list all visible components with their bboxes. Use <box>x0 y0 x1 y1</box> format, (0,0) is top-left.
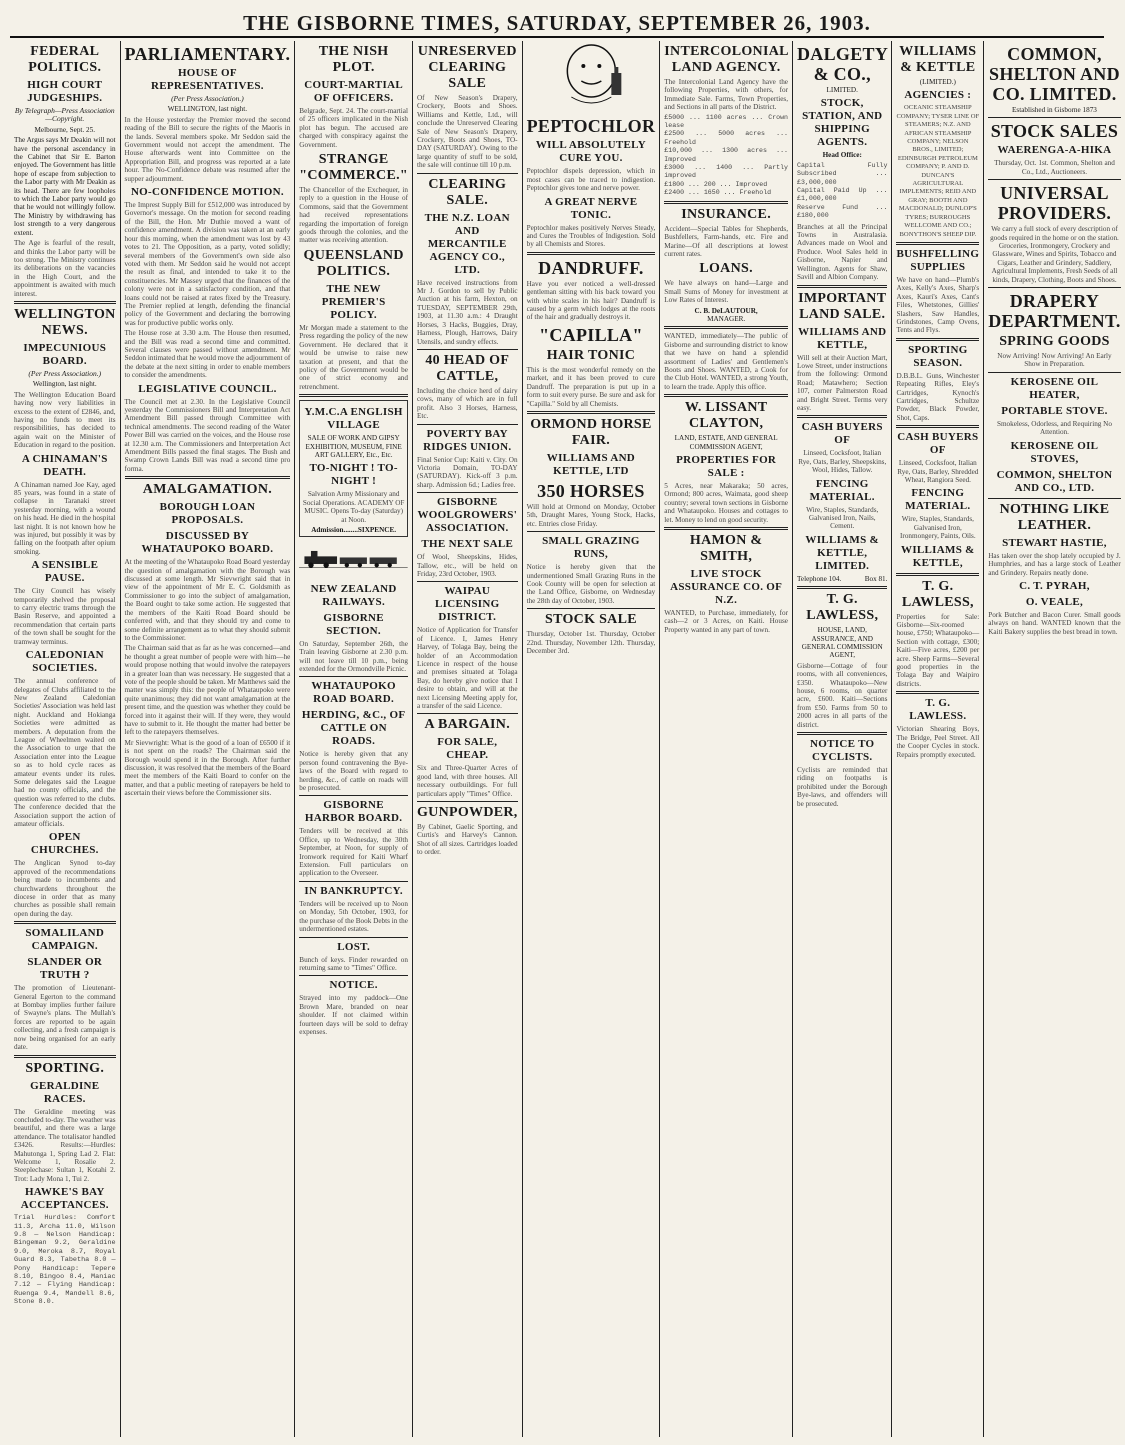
federal-dateline: Melbourne, Sept. 25. <box>34 125 96 134</box>
fencing8-heading: FENCING MATERIAL. <box>905 487 971 513</box>
stock-station-heading: STOCK, STATION, AND SHIPPING AGENTS. <box>802 97 883 149</box>
column-2 <box>121 41 296 1437</box>
ormond-filler: Will hold at Ormond on Monday, October 5th, Draught Mares, Young Stock, Hacks, etc. Entries close Friday. <box>526 502 656 528</box>
gunpowder-heading: GUNPOWDER, <box>416 805 518 821</box>
federal-sub: HIGH COURT JUDGESHIPS. <box>27 79 103 104</box>
divider <box>417 801 518 802</box>
officer-filler: The Anglican Synod to-day approved of the recommendations being made to incumbents and churchwardens throughout the diocese in order that as many churches as possible shall remain open during the day. <box>14 859 116 918</box>
box: Box 81. <box>864 574 888 583</box>
capilla-sub: HAIR TONIC <box>546 347 636 363</box>
divider <box>988 179 1121 180</box>
capilla-heading: "CAPILLA" <box>539 324 643 345</box>
column-5 <box>523 41 661 1437</box>
col6-wanted: WANTED, immediately—The public of Gisborne and surrounding district to know that we have on hand a splendid assortment of Ladies' and Gentlemen's Boots and Shoes. WANTED, a Cook for the Club Hotel. WANTED, a strong Youth, to learn the trade. Apply this office. <box>664 332 788 391</box>
spring-goods-filler: Now Arriving! Now Arriving! An Early Show in Preparation. <box>997 352 1112 369</box>
parliament-heading: PARLIAMENTARY. <box>124 44 291 64</box>
whataupoko-filler: Notice is hereby given that any person found contravening the Bye-laws of the Board with regard to herding, &c., of cattle on roads will be prosecuted. <box>299 750 408 793</box>
divider <box>527 531 656 532</box>
great-nerve-filler: Peptochlor makes positively Nerves Steady, and Cures the Troubles of Indigestion. Sold by all Chemists and Stores. <box>526 223 656 249</box>
insurance-filler: Accident—Special Tables for Shepherds, Bushfellers, Farm-hands, etc. Fire and Marine—Of all descriptions at lowest current rates. <box>664 224 788 258</box>
officer-sub: OPEN CHURCHES. <box>30 831 99 857</box>
fencing-heading: FENCING MATERIAL. <box>809 477 875 503</box>
next-sale-heading: THE NEXT SALE <box>421 538 514 551</box>
caledonian-sub: CALEDONIAN SOCIETIES. <box>25 649 104 675</box>
whataupoko-heading: WHATAUPOKO ROAD BOARD. <box>311 680 396 706</box>
lissant-heading: W. LISSANT CLAYTON, <box>684 400 768 432</box>
waipau-filler: Notice of Application for Transfer of Licence. I, James Henry Harvey, of Tolaga Bay, being the holder of an Accommodation Licence in respect of the house and premises situated at Tolaga Bay, do hereby give notice that I desire to obtain, and will at the next Licensing Meeting apply for, a transfer of the said Licence. <box>416 626 518 711</box>
divider <box>417 349 518 350</box>
pyrah-heading: C. T. PYRAH, <box>1019 579 1090 592</box>
hamon-heading: HAMON & SMITH, <box>689 533 763 565</box>
wk8-heading: WILLIAMS & KETTLE <box>899 44 977 75</box>
divider <box>988 287 1121 288</box>
divider <box>417 173 518 174</box>
stock-sales-filler: Thursday, Oct. 1st. Common, Shelton and Co., Ltd., Auctioneers. <box>994 159 1115 176</box>
divider <box>299 394 408 397</box>
phone-box-row <box>797 575 887 583</box>
nish-heading: THE NISH PLOT. <box>318 44 389 75</box>
wellington-filler: The Wellington Education Board having now very liabilities in excess to the extent of £2846, and, having no funds to meet its responsibilities, has decided to again wait on the Minister of Education in regard to the position. <box>14 390 116 450</box>
veale-heading: O. VEALE, <box>1025 595 1084 608</box>
queensland-sub: THE NEW PREMIER'S POLICY. <box>321 282 386 321</box>
man-with-bottle-illustration <box>527 41 656 111</box>
waipau-heading: WAIPAU LICENSING DISTRICT. <box>435 585 500 624</box>
intercolonial-list: £5000 ... 1100 acres ... Crown lease £2500 ... 5000 acres ... Freehold £10,000 ... 1300 acres ... Improved £3000 ... 1400 ... Partly improved £1800 ... 200 ... Improved £2400 ... 1650 ... Freehold <box>664 113 788 197</box>
harbour-filler: Tenders will be received at this Office, up to Wednesday, the 30th September, at Noon, for supply of Ironwork required for Kaiti Wharf Extension. Full particulars on application to the Overseer. <box>299 827 408 878</box>
dalgety-sub: LIMITED. <box>826 86 858 94</box>
masthead <box>10 6 1104 38</box>
column-3 <box>295 41 413 1437</box>
tg-lawless-box: T. G. LAWLESS. <box>909 697 967 723</box>
telephone: Telephone 104. <box>797 574 842 583</box>
lost-heading: LOST. <box>337 940 371 953</box>
sporting-season-filler: D.B.B.L. Guns, Winchester Repeating Rifles, Eley's Cartridges, Kynoch's Cartridges, Schultze Powder, Black Powder, Shot, Caps. <box>896 371 980 422</box>
sporting-heading: SPORTING. <box>25 1060 105 1076</box>
ymca-heading: Y.M.C.A ENGLISH VILLAGE <box>304 406 403 432</box>
bushfelling-filler: We have on hand—Plumb's Axes, Kelly's Axes, Sharp's Axes, Kauri's Axes, Cant's Files, Whetstones, Gillies' Slashers, Saw Handles, Grindstones, Camp Ovens, Tents and Flys. <box>896 275 980 335</box>
loans-filler: We have always on hand—Large and Small Sums of Money for investment at Low Rates of Interest. <box>664 279 788 305</box>
lawless-filler: Gisborne—Cottage of four rooms, with all conveniences, £350. Whataupoko—New house, 6 rooms, on quarter acre, £600. Kaiti—Sections from £50. Farms from 50 to 2000 acres in all parts of the district. <box>797 661 888 729</box>
manager: MANAGER. <box>707 314 746 323</box>
dandruff-heading: DANDRUFF. <box>538 257 644 278</box>
queensland-heading: QUEENSLAND POLITICS. <box>303 247 404 279</box>
loans-heading: LOANS. <box>699 261 753 277</box>
fencing-filler: Wire, Staples, Standards, Galvanised Iron, Nails, Cement. <box>806 505 879 531</box>
common-ltd-heading: COMMON, SHELTON AND CO., LTD. <box>996 468 1113 494</box>
train-illustration <box>299 539 408 577</box>
wk8-limited: (LIMITED.) <box>919 78 956 86</box>
stewart-filler: Has taken over the shop lately occupied by J. Humphries, and has a large stock of Leather and Grindery. Repairs neatly done. <box>988 551 1121 577</box>
bargain-filler: Six and Three-Quarter Acres of good land, with three houses. All necessary outbuildings. For full particulars apply "Times" Office. <box>416 764 518 798</box>
columns <box>10 41 1121 1437</box>
ymca-ad <box>299 400 408 537</box>
lawless8-filler: Properties for Sale: Gisborne—Six-roomed house, £750; Whataupoko—Section with cottage, £300; Kaiti—Five acres, £200 per acre. Sheep Farms—Several good properties in the Tolaga Bay and Waipiro districts. <box>896 612 980 688</box>
warrenga-heading: WAERENGA-A-HIKA <box>997 144 1112 157</box>
parliament-sub: HOUSE OF REPRESENTATIVES. <box>150 67 264 92</box>
small-grazing-heading: SMALL GRAZING RUNS, <box>542 535 640 561</box>
cattle-filler: Including the choice herd of dairy cows, many of which are in full profit. Also 3 Horses, Harness, Etc. <box>416 386 518 421</box>
properties-filler: 5 Acres, near Makaraka; 50 acres, Ormond; 800 acres, Waimata, good sheep country; several town sections in Gisborne and Whataupoko. Houses and cottages to let. Money to lend on good security. <box>664 482 788 524</box>
amalgamation-sub2: DISCUSSED BY WHATAUPOKO BOARD. <box>141 530 274 556</box>
nish-filler: Belgrade, Sept. 24. The court-martial of 25 officers implicated in the Nish plot has begun. The accused are charged with conspiracy against the Government. <box>299 107 408 149</box>
lawless-sub: HOUSE, LAND, ASSURANCE, AND GENERAL COMMISSION AGENT, <box>801 626 883 660</box>
divider <box>797 732 887 735</box>
divider <box>988 117 1121 118</box>
small-grazing-filler: Notice is hereby given that the undermentioned Small Grazing Runs in the Cook County will be open for selection at the Land Office, Gisborne, on Wednesday the 28th day of October, 1903. <box>526 563 656 605</box>
legislative-sub: LEGISLATIVE COUNCIL. <box>138 382 277 395</box>
cash-buyers-filler: Linseed, Cocksfoot, Italian Rye, Oats, Barley, Shredded Wheat, Rangiora Seed. <box>897 459 979 484</box>
column-9 <box>984 41 1125 1437</box>
sporting-season-heading: SPORTING SEASON. <box>908 343 968 369</box>
amalgamation-filler-1: At the meeting of the Whataupoko Road Board yesterday the question of amalgamation with the Borough was discussed at some length. Mr Sievwright said that in view of the appointment of Mr E. C. Goldsmith as Commissioner to go into the subject of amalgamation, the Board ought to take some action. He suggested that the members of the Kaiti Road Board should be conferred with, and that they should try and come to some definite arrangement as to what they should submit to the Commissioner. <box>124 558 291 642</box>
clearing-filler: Have received instructions from Mr J. Gordon to sell by Public Auction at his farm, Hexton, on TUESDAY, SEPTEMBER 29th, 1903, at 11.30 a.m.: 4 Draught Horses, 3 Hacks, Buggies, Dray, Harness, Plough, Harrows, Dairy Utensils, and sundry effects. <box>416 278 518 346</box>
divider <box>14 921 116 924</box>
stock-sales-heading: STOCK SALES <box>990 121 1119 142</box>
properties-heading: PROPERTIES FOR SALE : <box>676 454 777 479</box>
commerce-filler: The Chancellor of the Exchequer, in reply to a question in the House of Commons, said that the Government had received representations regarding the importation of foreign goods through the colonies, and the matter was receiving attention. <box>299 186 408 245</box>
woolgrowers-filler: Of Wool, Sheepskins, Hides, Tallow, etc., will be held on Friday, 23rd October, 1903. <box>416 553 518 578</box>
lost-filler: Bunch of keys. Finder rewarded on returning same to "Times" Office. <box>299 955 408 972</box>
divider <box>14 1055 116 1058</box>
divider <box>988 498 1121 499</box>
ymca-tonight: TO-NIGHT ! TO-NIGHT ! <box>309 462 398 488</box>
divider <box>125 476 291 479</box>
sporting-sub: GERALDINE RACES. <box>30 1079 100 1105</box>
established: Established in Gisborne 1873 <box>1012 106 1097 114</box>
divider <box>14 301 116 304</box>
wk-heading: WILLIAMS AND KETTLE, <box>798 325 887 351</box>
federal-filler: The Age is fearful of the result, and thinks the Labor party will be too strong. The Ministry continues its deliberations on the vacancies in the High Court, and the appointment is awaited with much interest. <box>14 239 116 298</box>
lawless8-heading: T. G. LAWLESS, <box>901 578 974 610</box>
chinaman-filler: A Chinaman named Joe Kay, aged 85 years, was found in a state of collapse in Taranaki street yesterday morning, with a wound on his head. He died in the hospital last night. It is not known how he was injured, but possibly it was by falling on the footpath after opium smoking. <box>14 480 116 556</box>
horses-heading: 350 HORSES <box>537 480 645 501</box>
bankruptcy-filler: Tenders will be received up to Noon on Monday, 5th October, 1903, for the purchase of the Book Debts in the undermentioned estates. <box>299 899 408 934</box>
column-6 <box>660 41 793 1437</box>
column-8 <box>892 41 984 1437</box>
wellington-heading: WELLINGTON NEWS. <box>14 306 116 338</box>
capilla-filler: This is the most wonderful remedy on the market, and it has been proved to cure Dandruff. The preparation is put up in a form to suit every purse. Be sure and ask for "Capilla." Sold by all Chemists. <box>526 365 656 408</box>
peptochlor-filler: Peptochlor dispels depression, which in most cases can be traced to indigestion. Peptochlor gives tone and nerve power. <box>526 167 656 193</box>
fencing8-filler: Wire, Staples, Standards, Galvanised Iron, Ironmongery, Paints, Oils. <box>900 515 976 541</box>
veale-filler: Pork Butcher and Bacon Curer. Small goods always on hand. WANTED known that the Kaiti Bakery supplies the best bread in town. <box>988 610 1121 636</box>
unreserved-filler: Of New Season's Drapery, Crockery, Boots and Shoes. Williams and Kettle, Ltd., will conclude the Unreserved Clearing Sale of New Season's Drapery, Crockery, Boots and Shoes, TO-DAY (SATURDAY). Owing to the large quantity of stuff to be sold, the sale will continue till 10 p.m. <box>416 94 518 170</box>
divider <box>417 581 518 582</box>
lawless-heading: T. G. LAWLESS, <box>806 592 879 624</box>
wellington-sub: IMPECUNIOUS BOARD. <box>23 341 107 367</box>
divider <box>299 975 408 976</box>
amalgamation-filler-3: Mr Sievwright: What is the good of a loan of £6500 if it is not spent on the roads? The Chairman said the Borough would spend it in the Borough. After further discussion, it was resolved that the members of the Board meet the members of the Kaiti Board to confer on the matter, and that a public meeting of ratepayers be held to ascertain their views before the Commissioner sits. <box>124 738 291 798</box>
woolgrowers-heading: GISBORNE WOOLGROWERS' ASSOCIATION. <box>417 496 518 535</box>
clearing-heading: CLEARING SALE. <box>428 176 507 208</box>
nish-sub: COURT-MARTIAL OF OFFICERS. <box>304 79 403 104</box>
ymca-filler: Salvation Army Missionary and Social Operations. ACADEMY OF MUSIC. Opens To-day (Saturday) at Noon. <box>302 490 405 524</box>
bankruptcy-heading: IN BANKRUPTCY. <box>304 884 403 897</box>
divider <box>417 713 518 714</box>
amalgamation-heading: AMALGAMATION. <box>142 482 273 498</box>
dalgety-heading: DALGETY & CO., <box>797 44 889 84</box>
wk-ltd-heading: WILLIAMS AND KETTLE, LTD <box>546 451 636 477</box>
peptochlor-sub: WILL ABSOLUTELY CURE YOU. <box>535 139 647 165</box>
portable-stove-heading: PORTABLE STOVE. <box>1001 404 1108 417</box>
lissant-sub: LAND, ESTATE, AND GENERAL COMMISSION AGENT, <box>674 434 778 451</box>
stock-sale-heading: STOCK SALE <box>545 612 637 628</box>
gunpowder-filler: By Cabinet, Gaelic Sporting, and Curtis's and Harvey's Cannon. Shot of all sizes. Cartridges loaded to order. <box>416 823 518 857</box>
somaliland-sub: SLANDER OR TRUTH ? <box>27 956 103 982</box>
stewart-heading: STEWART HASTIE, <box>1002 536 1107 549</box>
wellington-dateline: Wellington, last night. <box>32 380 97 389</box>
column-1 <box>10 41 121 1437</box>
important-land-filler: Will sell at their Auction Mart, Lowe Street, under instructions from the following: Ormond Road; Matawhero; Section 107, corner Palmerston Road and Bright Street. Terms very easy. <box>797 353 888 412</box>
divider <box>896 338 979 341</box>
divider <box>299 795 408 796</box>
somaliland-heading: SOMALILAND CAMPAIGN. <box>25 927 105 953</box>
kerosene-filler: Smokeless, Odorless, and Requiring No Attention. <box>996 419 1112 437</box>
divider <box>527 252 656 255</box>
hawkes-filler: Trial Hurdles: Comfort 11.3, Archa 11.0, Wilson 9.8 — Nelson Handicap: Bingeman 9.2, Geraldine 9.0, Meroka 8.7, Royal Guard 8.3, Tabetha 8.0 — Pony Handicap: Tepere 8.10, Bingoo 8.4, Maniac 7.12 — Flying Handicap: Ruenga 9.4, Mandell 8.6, Stone 8.0. <box>14 1214 116 1307</box>
masthead-title: THE GISBORNE TIMES, SATURDAY, SEPTEMBER 26, 1903. <box>243 11 871 35</box>
legislative-filler: The Council met at 2.30. In the Legislative Council yesterday the Commissioners Bill and Interpretation Act Amendment Bill passed through Committee with technical amendments. The second reading of the Water Power Bill was carried on the voices, and the House rose at 12.30 a.m. The Commissioners and Interpretation Act Amendment Bills passed the final stages. The Bush and Swamp Crown Lands Bill was read a second time pro forma. <box>124 397 291 473</box>
bargain-heading: A BARGAIN. <box>424 717 511 733</box>
cattle-heading: 40 HEAD OF CATTLE, <box>425 352 510 384</box>
bushfelling-heading: BUSHFELLING SUPPLIES <box>896 247 980 273</box>
buyers-heading: CASH BUYERS OF <box>801 421 883 447</box>
capital-list: Capital Fully Subscribed ... £3,000,000 Capital Paid Up ... £1,000,000 Reserve Fund ... £180,000 <box>797 161 888 220</box>
parliament-filler-3: The House rose at 3.30 a.m. The House then resumed, and the Bill was read a second time and committed. Several clauses were passed without amendment. Mr Seddon intimated that he would move the adjournment of the debate at the next sitting in order to enable members to consider the amendments. <box>124 329 291 380</box>
parliament-filler-2: The Imprest Supply Bill for £512,000 was introduced by Governor's message. On the motion for second reading of the Bill, the Hon. Mr Duthie moved a want of confidence amendment. A division was taken at an early hour this morning, when the amendment was lost by 43 votes to 21. The Opposition, as a party, voted solidly; several members of the Government's own side also voted with them. Mr Seddon said he would not accept the result as final, and intended to take it to the constituencies. Mr Massey urged that the finances of the colony were not in a satisfactory condition, and that loans could not be raised at rates fixed by the Treasury. The Premier replied at length, defending the financial policy of the Government and declaring the borrowing was for productive public works only. <box>124 201 291 327</box>
divider <box>896 573 979 576</box>
queensland-filler: Mr Morgan made a statement to the Press regarding the policy of the new Government. He declared that it would be unwise to raise new taxation at present, and that the policy of the Government would be one of strict economy and retrenchment. <box>299 323 408 391</box>
divider <box>896 691 979 694</box>
spring-goods-heading: SPRING GOODS <box>999 334 1110 350</box>
divider <box>896 242 979 245</box>
divider <box>664 394 788 397</box>
universal-filler: We carry a full stock of every description of goods required in the home or on the station. Groceries, Ironmongery, Crockery and Glassware, Wines and Spirits, Tobacco and Cigars, Leather and Grindery, Saddlery, Agricultural Implements, Fresh Seeds of all kinds, Drapery, Clothing, Boots and Shoes. <box>990 225 1119 284</box>
somaliland-filler: The promotion of Lieutenant-General Egerton to the command at Bombay implies further failure of Swayne's plans. The Mullah's forces are reported to be again collecting, and a fresh campaign is now being organised for an early date. <box>14 984 116 1052</box>
poverty-filler: Final Senior Cup: Kaiti v. City. On Victoria Domain, TO-DAY (SATURDAY). Kick-off 3 p.m. sharp. Admission 6d.; Ladies free. <box>416 455 518 489</box>
amalgamated-heading: WILLIAMS & KETTLE, <box>901 543 975 569</box>
live-stock-heading: LIVE STOCK ASSURANCE CO. OF N.Z. <box>670 568 783 607</box>
nz-loan-heading: THE N.Z. LOAN AND MERCANTILE AGENCY CO., LTD. <box>424 211 510 276</box>
agencies-filler: OCEANIC STEAMSHIP COMPANY; TYSER LINE OF STEAMERS; N.Z. AND AFRICAN STEAMSHIP COMPANY; NELSON BROS., LIMITED; EDINBURGH PETROLEUM COMPANY; P. AND D. DUNCAN'S AGRICULTURAL IMPLEMENTS; REID AND GRAY; BOOTH AND MACDONALD; DUNLOP'S TYRES; BURROUGHS WELLCOME AND CO.; BONYTHON'S SHEEP DIP. <box>896 104 980 238</box>
divider <box>664 326 788 329</box>
federal-text: The Argus says Mr Deakin will not have the personal ascendancy in the Cabinet that Sir E. Barton enjoyed. The Government has little hope of escape from subjection to the Labor party with Mr Deakin as its head. There are few loopholes to which the Labor party would go that he would not willingly follow. The Ministry by withdrawing has lost strength to a very dangerous extent. <box>14 136 116 237</box>
notice-filler: Strayed into my paddock—One Brown Mare, branded on near shoulder. If not claimed within fourteen days will be sold to defray expenses. <box>299 994 408 1036</box>
col8-notice: Victorian Shearing Boys, The Bridge, Peel Street. All the Cooper Cycles in stock. Repairs promptly executed. <box>896 725 980 759</box>
divider <box>299 937 408 938</box>
cyclists-heading: NOTICE TO CYCLISTS. <box>810 738 875 764</box>
buyers-filler: Linseed, Cocksfoot, Italian Rye, Oats, Barley, Sheepskins, Wool, Hides, Tallow. <box>798 449 887 475</box>
intercolonial-heading: INTERCOLONIAL LAND AGENCY. <box>664 44 789 75</box>
drapery-heading: DRAPERY DEPARTMENT. <box>988 291 1121 332</box>
de-lautour: C. B. DeLAUTOUR, <box>694 306 758 315</box>
divider <box>797 586 887 589</box>
cash-buyers-heading: CASH BUYERS OF <box>897 431 979 457</box>
hamon-filler: WANTED, to Purchase, immediately, for cash—2 or 3 Acres, on Kaiti. House Property wanted in any part of town. <box>664 609 788 634</box>
peptochlor-heading: PEPTOCHLOR <box>526 116 656 137</box>
divider <box>664 527 788 530</box>
common-shelton-heading: COMMON, SHELTON AND CO. LIMITED. <box>989 44 1120 104</box>
nzr-sub: GISBORNE SECTION. <box>323 611 384 637</box>
dandruff-filler: Have you ever noticed a well-dressed gentleman sitting with his back toward you with white scales in his hair? Dandruff is caused by a germ which lodges at the roots of the hair and gradually destroys it. <box>526 279 656 322</box>
wellington-byline: (Per Press Association.) <box>28 368 102 378</box>
divider <box>299 676 408 677</box>
notice-heading: NOTICE. <box>329 979 378 992</box>
amalgamation-filler-2: The Chairman said that as far as he was concerned—and he thought a great number of people were with him—he would propose nothing that would involve the ratepayers in a greater loan than was necessary. He suggested that a vote of the people should be taken. Mr Matthews said the matter was simply this: the people of Whataupoko were quite unanimous; they did not want amalgamation at the present time, and the question was whether they could be forced into it against their will. If they were, they would have to submit to it. He thought the matter had better be left to the ratepayers themselves. <box>124 644 291 737</box>
dalgety-filler: Branches at all the Principal Towns in Australasia. Advances made on Wool and Produce. Wool Sales held in Gisborne, Napier and Wellington. Agents for Shaw, Savill and Albion Company. <box>797 222 888 282</box>
whataupoko-sub: HERDING, &C., OF CATTLE ON ROADS. <box>301 709 406 748</box>
agencies-heading: AGENCIES : <box>904 89 972 102</box>
divider <box>299 881 408 882</box>
wk-ltd-heading: WILLIAMS & KETTLE, LIMITED. <box>805 533 880 572</box>
divider <box>417 492 518 493</box>
head-office: Head Office: <box>822 151 862 160</box>
divider <box>527 411 656 414</box>
sensible-filler: The City Council has wisely temporarily shelved the proposal to carry electric trams through the Basin Reserve, and appointed a recommendation that certain parts of the town shall be sought for the tramway terminus. <box>14 587 116 646</box>
parliament-filler-1: In the House yesterday the Premier moved the second reading of the Bill to secure the rights of the Maoris in the lands. Several members spoke. Mr Seddon said the Government would not accept the amendment. The House afterwards went into Committee on the Appropriation Bill, and progress was reported at a late hour. The No-Confidence debate was resumed after the supper adjournment. <box>124 115 291 183</box>
cyclists-filler: Cyclists are reminded that riding on footpaths is prohibited under the Borough Bye-laws, and offenders will be prosecuted. <box>797 766 888 808</box>
column-7 <box>793 41 892 1437</box>
divider <box>797 415 887 418</box>
poverty-heading: POVERTY BAY RIDGES UNION. <box>423 427 512 453</box>
sporting-filler: The Geraldine meeting was concluded to-day. The weather was beautiful, and there was a large attendance. The totalisator handled £3426. Results:—Hurdles: Mahutonga 1, Spring Lad 2. Flat: Welcome 1, Rosalie 2. Steeplechase: Sultan 1, Kotahi 2. Trot: Lady Mona 1, Tui 2. <box>14 1107 116 1183</box>
parliament-byline: (Per Press Association.) <box>171 94 244 103</box>
unreserved-heading: UNRESERVED CLEARING SALE <box>417 44 517 91</box>
for-sale-heading: FOR SALE, CHEAP. <box>437 736 498 762</box>
harbour-heading: GISBORNE HARBOR BOARD. <box>304 799 403 825</box>
amalgamation-sub: BOROUGH LOAN PROPOSALS. <box>159 501 256 527</box>
divider <box>896 425 979 428</box>
nzr-heading: NEW ZEALAND RAILWAYS. <box>310 582 397 608</box>
nzr-filler: On Saturday, September 26th, the Train leaving Gisborne at 2.30 p.m. will not leave till 10 p.m., being extended for the Ormondville Picnic. <box>299 639 408 673</box>
ymca-sub: SALE OF WORK AND GIPSY EXHIBITION, MUSEUM, FINE ART GALLERY, Etc., Etc. <box>305 434 402 459</box>
federal-heading: FEDERAL POLITICS. <box>28 44 102 75</box>
column-4 <box>413 41 523 1437</box>
great-nerve-heading: A GREAT NERVE TONIC. <box>544 195 638 221</box>
divider <box>417 424 518 425</box>
ormond-heading: ORMOND HORSE FAIR. <box>530 416 652 448</box>
sensible-sub: A SENSIBLE PAUSE. <box>31 559 99 585</box>
important-land-heading: IMPORTANT LAND SALE. <box>798 290 887 322</box>
divider <box>797 285 887 288</box>
nothing-like-heading: NOTHING LIKE LEATHER. <box>999 501 1110 533</box>
divider <box>988 372 1121 373</box>
parliament-dateline: WELLINGTON, last night. <box>167 105 248 114</box>
kerosene-heading: KEROSENE OIL HEATER, <box>1010 375 1099 401</box>
hawkes-sub: HAWKE'S BAY ACCEPTANCES. <box>20 1186 109 1212</box>
federal-byline: By Telegraph—Press Association—Copyright. <box>14 106 115 124</box>
commerce-heading: STRANGE "COMMERCE." <box>299 152 408 184</box>
stock-sale-filler: Thursday, October 1st. Thursday, October 22nd. Thursday, November 12th. Thursday, December 3rd. <box>526 630 656 655</box>
intercolonial-filler: The Intercolonial Land Agency have the following Properties, with others, for Immediate Sale. Farms, Town Properties, and Sections in all parts of the District. <box>664 78 788 112</box>
divider <box>527 608 656 609</box>
divider <box>664 201 788 204</box>
universal-heading: UNIVERSAL PROVIDERS. <box>997 183 1112 224</box>
ymca-admission: Admission........SIXPENCE. <box>311 525 397 534</box>
caledonian-filler: The annual conference of delegates of Clubs affiliated to the New Zealand Caledonian Societies' Association was held last night. Auckland and Hokianga Societies were admitted as members. A deputation from the League of Wheelmen waited on the Association to urge that the Association enter into the League so as to hold cycle races as amateur events under its rules. Some delegates said the League had no county officials, and the question was referred to the clubs. The conference decided that the Association support the action of amateur officials. <box>14 677 116 828</box>
insurance-heading: INSURANCE. <box>681 206 771 222</box>
chinaman-sub: A CHINAMAN'S DEATH. <box>21 452 108 478</box>
kero-stoves-heading: KEROSENE OIL STOVES, <box>1010 439 1099 465</box>
noconf-sub: NO-CONFIDENCE MOTION. <box>130 186 284 199</box>
